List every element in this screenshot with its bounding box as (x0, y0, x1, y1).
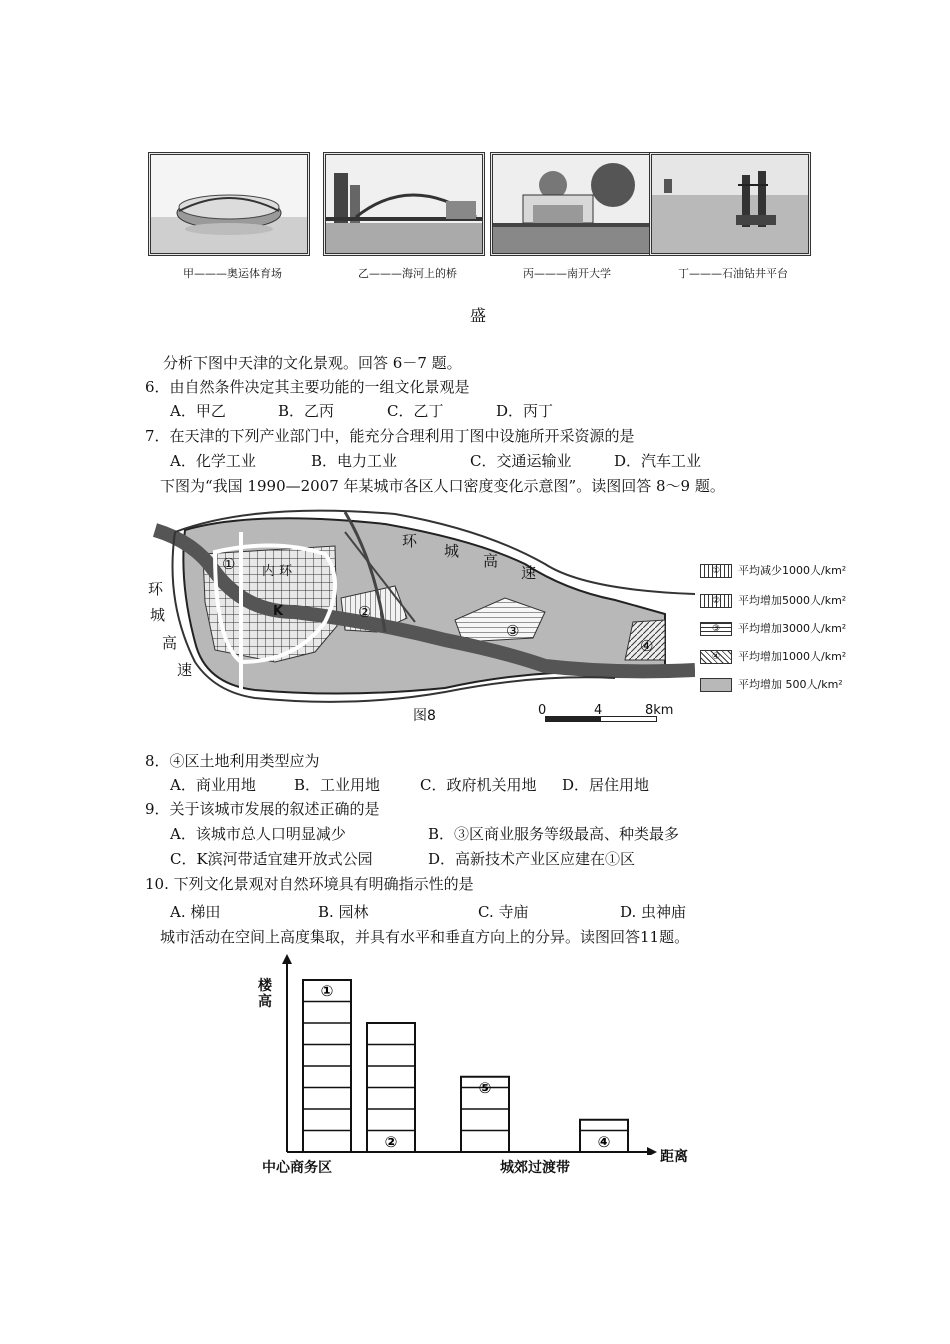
map-scale-0: 0 (538, 703, 547, 718)
question-7-option-d: D．汽车工业 (614, 452, 702, 470)
question-9-option-c: C．K滨河带适宜建开放式公园 (170, 850, 373, 868)
map-scale-8: 8km (645, 703, 674, 718)
question-9-stem: 9．关于该城市发展的叙述正确的是 (145, 800, 380, 818)
legend-text-4: 平均增加1000人/km² (738, 650, 847, 663)
photo-caption-3: 丙———南开大学 (523, 267, 611, 280)
chart-xlabel: 距离 (660, 1149, 688, 1165)
map-road-top-2: 城 (444, 542, 460, 560)
question-7-stem: 7．在天津的下列产业部门中，能充分合理利用丁图中设施所开采资源的是 (145, 427, 635, 445)
map-road-left-4: 速 (177, 661, 193, 679)
intro-6-7: 分析下图中天津的文化景观。回答 6－7 题。 (163, 354, 462, 372)
question-10-option-c: C. 寺庙 (478, 903, 529, 921)
question-10-option-b: B. 园林 (318, 903, 369, 921)
legend-text-1: 平均减少1000人/km² (738, 564, 847, 577)
map-road-top-3: 高 (483, 552, 499, 570)
photo-caption-2: 乙———海河上的桥 (358, 267, 457, 280)
bridge-photo (323, 152, 485, 256)
chart-y-arrow (282, 954, 292, 964)
intro-11: 城市活动在空间上高度集取，并具有水平和垂直方向上的分异。读图回答11题。 (160, 928, 690, 946)
map-zone-4-label: ④ (640, 637, 654, 655)
question-7-option-b: B．电力工业 (311, 452, 398, 470)
question-6-stem: 6．由自然条件决定其主要功能的一组文化景观是 (145, 378, 470, 396)
map-road-left-1: 环 (148, 580, 164, 598)
stadium-photo (148, 152, 310, 256)
question-9-option-a: A．该城市总人口明显减少 (170, 825, 346, 843)
map-road-top-1: 环 (402, 532, 418, 550)
legend-swatch-1: ① (700, 564, 732, 578)
chart-x-label-suburb: 城郊过渡带 (500, 1160, 570, 1176)
map-figure-label: 图8 (413, 708, 436, 724)
map-inner-ring-label: 内 环 (262, 564, 293, 579)
photo-caption-4: 丁———石油钻井平台 (678, 267, 788, 280)
intro-8-9: 下图为“我国 1990—2007 年某城市各区人口密度变化示意图”。读图回答 8～9 题。 (160, 477, 725, 495)
map-road-left-3: 高 (162, 634, 178, 652)
population-density-map (145, 502, 695, 720)
legend-text-3: 平均增加3000人/km² (738, 622, 847, 635)
photo-caption-1: 甲———奥运体育场 (183, 267, 282, 280)
map-k-label: K (273, 604, 284, 619)
university-photo (490, 152, 652, 256)
question-8-option-d: D．居住用地 (562, 776, 650, 794)
legend-swatch-3: ③ (700, 622, 732, 636)
question-8-option-c: C．政府机关用地 (420, 776, 537, 794)
building-4-label: ④ (597, 1133, 611, 1151)
legend-row-2 (700, 592, 846, 608)
map-zone-1-label: ① (222, 555, 236, 573)
question-7-option-a: A．化学工业 (170, 452, 256, 470)
question-8-option-b: B．工业用地 (294, 776, 381, 794)
legend-swatch-2: ② (700, 594, 732, 608)
question-9-option-d: D．高新技术产业区应建在①区 (428, 850, 636, 868)
question-8-stem: 8．④区土地利用类型应为 (145, 752, 320, 770)
oil-platform-photo (649, 152, 811, 256)
question-9-option-b: B．③区商业服务等级最高、种类最多 (428, 825, 680, 843)
question-6-option-b: B．乙丙 (278, 402, 335, 420)
map-road-top-4: 速 (521, 564, 537, 582)
question-6-option-a: A．甲乙 (170, 402, 226, 420)
legend-swatch-4: ④ (700, 650, 732, 664)
question-10-option-a: A. 梯田 (170, 903, 221, 921)
stray-character: 盛 (470, 306, 487, 325)
legend-row-1 (700, 562, 846, 578)
question-6-option-d: D．丙丁 (496, 402, 554, 420)
legend-swatch-5 (700, 678, 732, 692)
map-zone-3-label: ③ (506, 622, 520, 640)
question-8-option-a: A．商业用地 (170, 776, 256, 794)
question-7-option-c: C．交通运输业 (470, 452, 572, 470)
chart-ylabel: 楼高 (258, 978, 272, 1010)
legend-row-5 (700, 676, 843, 692)
building-1-label: ① (320, 982, 334, 1000)
legend-row-3 (700, 620, 846, 636)
question-10-stem: 10. 下列文化景观对自然环境具有明确指示性的是 (145, 875, 474, 893)
question-10-option-d: D. 虫神庙 (620, 903, 687, 921)
map-zone-2-label: ② (358, 603, 372, 621)
chart-x-label-cbd: 中心商务区 (262, 1160, 332, 1176)
building-2-label: ② (384, 1133, 398, 1151)
map-scale-4: 4 (594, 703, 603, 718)
map-road-left-2: 城 (150, 606, 166, 624)
legend-text-2: 平均增加5000人/km² (738, 594, 847, 607)
chart-x-arrow (647, 1147, 657, 1155)
building-height-chart (255, 950, 675, 1155)
legend-row-4 (700, 648, 846, 664)
building-3-label: ⑤ (478, 1078, 492, 1097)
question-6-option-c: C．乙丁 (387, 402, 444, 420)
legend-text-5: 平均增加 500人/km² (738, 678, 843, 691)
